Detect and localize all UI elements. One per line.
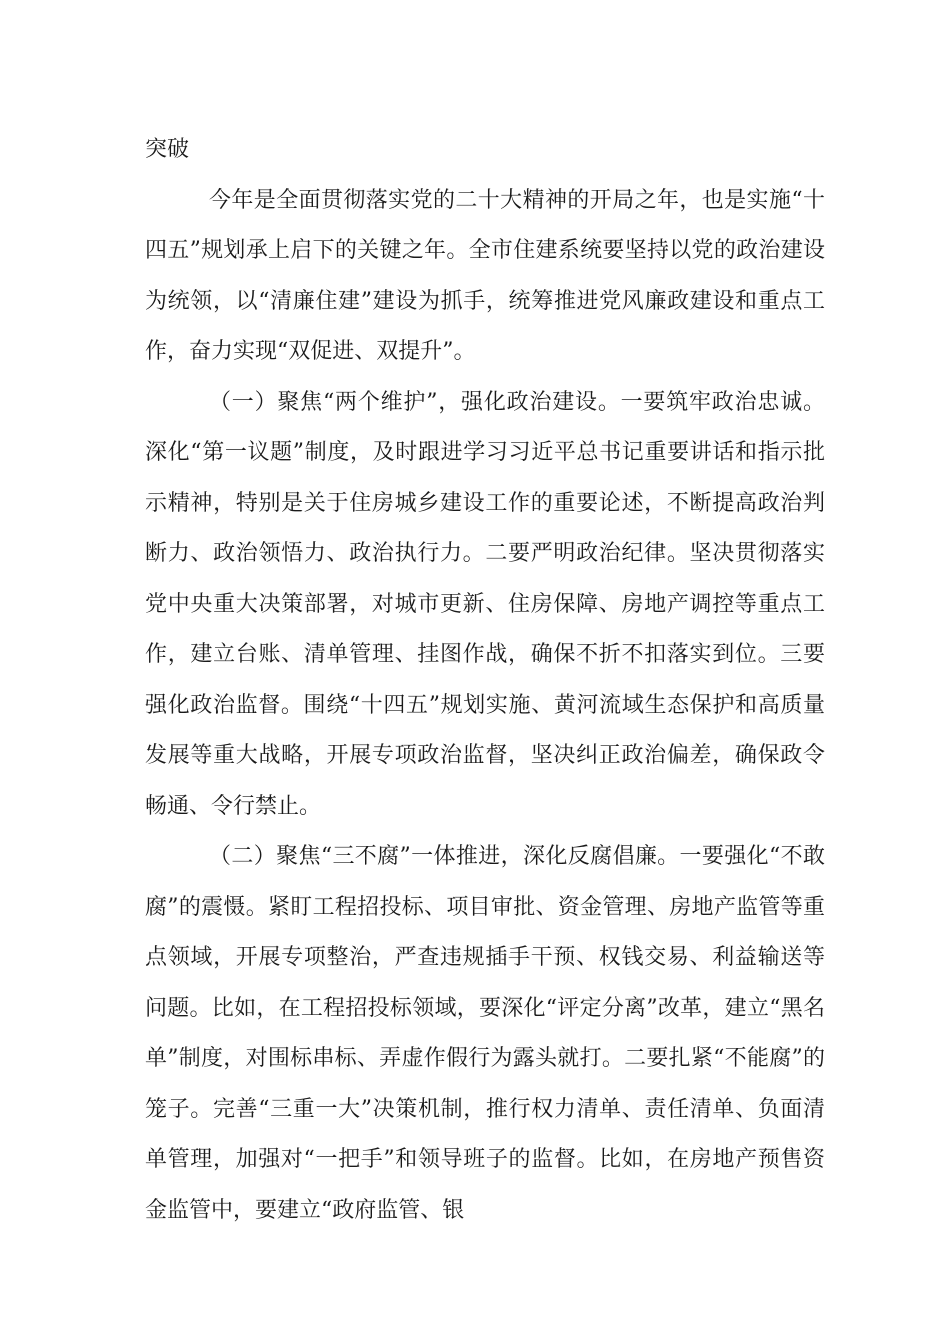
paragraph-intro: 今年是全面贯彻落实党的二十大精神的开局之年，也是实施“十四五”规划承上启下的关键之年。全市住建系统要坚持以党的政治建设为统领，以“清廉住建”建设为抓手，统筹推进党风廉政建设和重点工作，奋力实现“双促进、双提升”。	[145, 187, 825, 364]
document-body	[145, 125, 825, 1236]
paragraph-section-one: （一）聚焦“两个维护”，强化政治建设。一要筑牢政治忠诚。深化“第一议题”制度，及时跟进学习习近平总书记重要讲话和指示批示精神，特别是关于住房城乡建设工作的重要论述，不断提高政治判断力、政治领悟力、政治执行力。二要严明政治纪律。坚决贯彻落实党中央重大决策部署，对城市更新、住房保障、房地产调控等重点工作，建立台账、清单管理、挂图作战，确保不折不扣落实到位。三要强化政治监督。围绕“十四五”规划实施、黄河流域生态保护和高质量发展等重大战略，开展专项政治监督，坚决纠正政治偏差，确保政令畅通、令行禁止。	[145, 389, 825, 819]
paragraph-section-two: （二）聚焦“三不腐”一体推进，深化反腐倡廉。一要强化“不敢腐”的震慑。紧盯工程招投标、项目审批、资金管理、房地产监管等重点领域，开展专项整治，严查违规插手干预、权钱交易、利益输送等问题。比如，在工程招投标领域，要深化“评定分离”改革，建立“黑名单”制度，对围标串标、弄虚作假行为露头就打。二要扎紧“不能腐”的笼子。完善“三重一大”决策机制，推行权力清单、责任清单、负面清单管理，加强对“一把手”和领导班子的监督。比如，在房地产预售资金监管中，要建立“政府监管、银	[145, 844, 825, 1223]
paragraph-continuation: 突破	[145, 137, 190, 162]
